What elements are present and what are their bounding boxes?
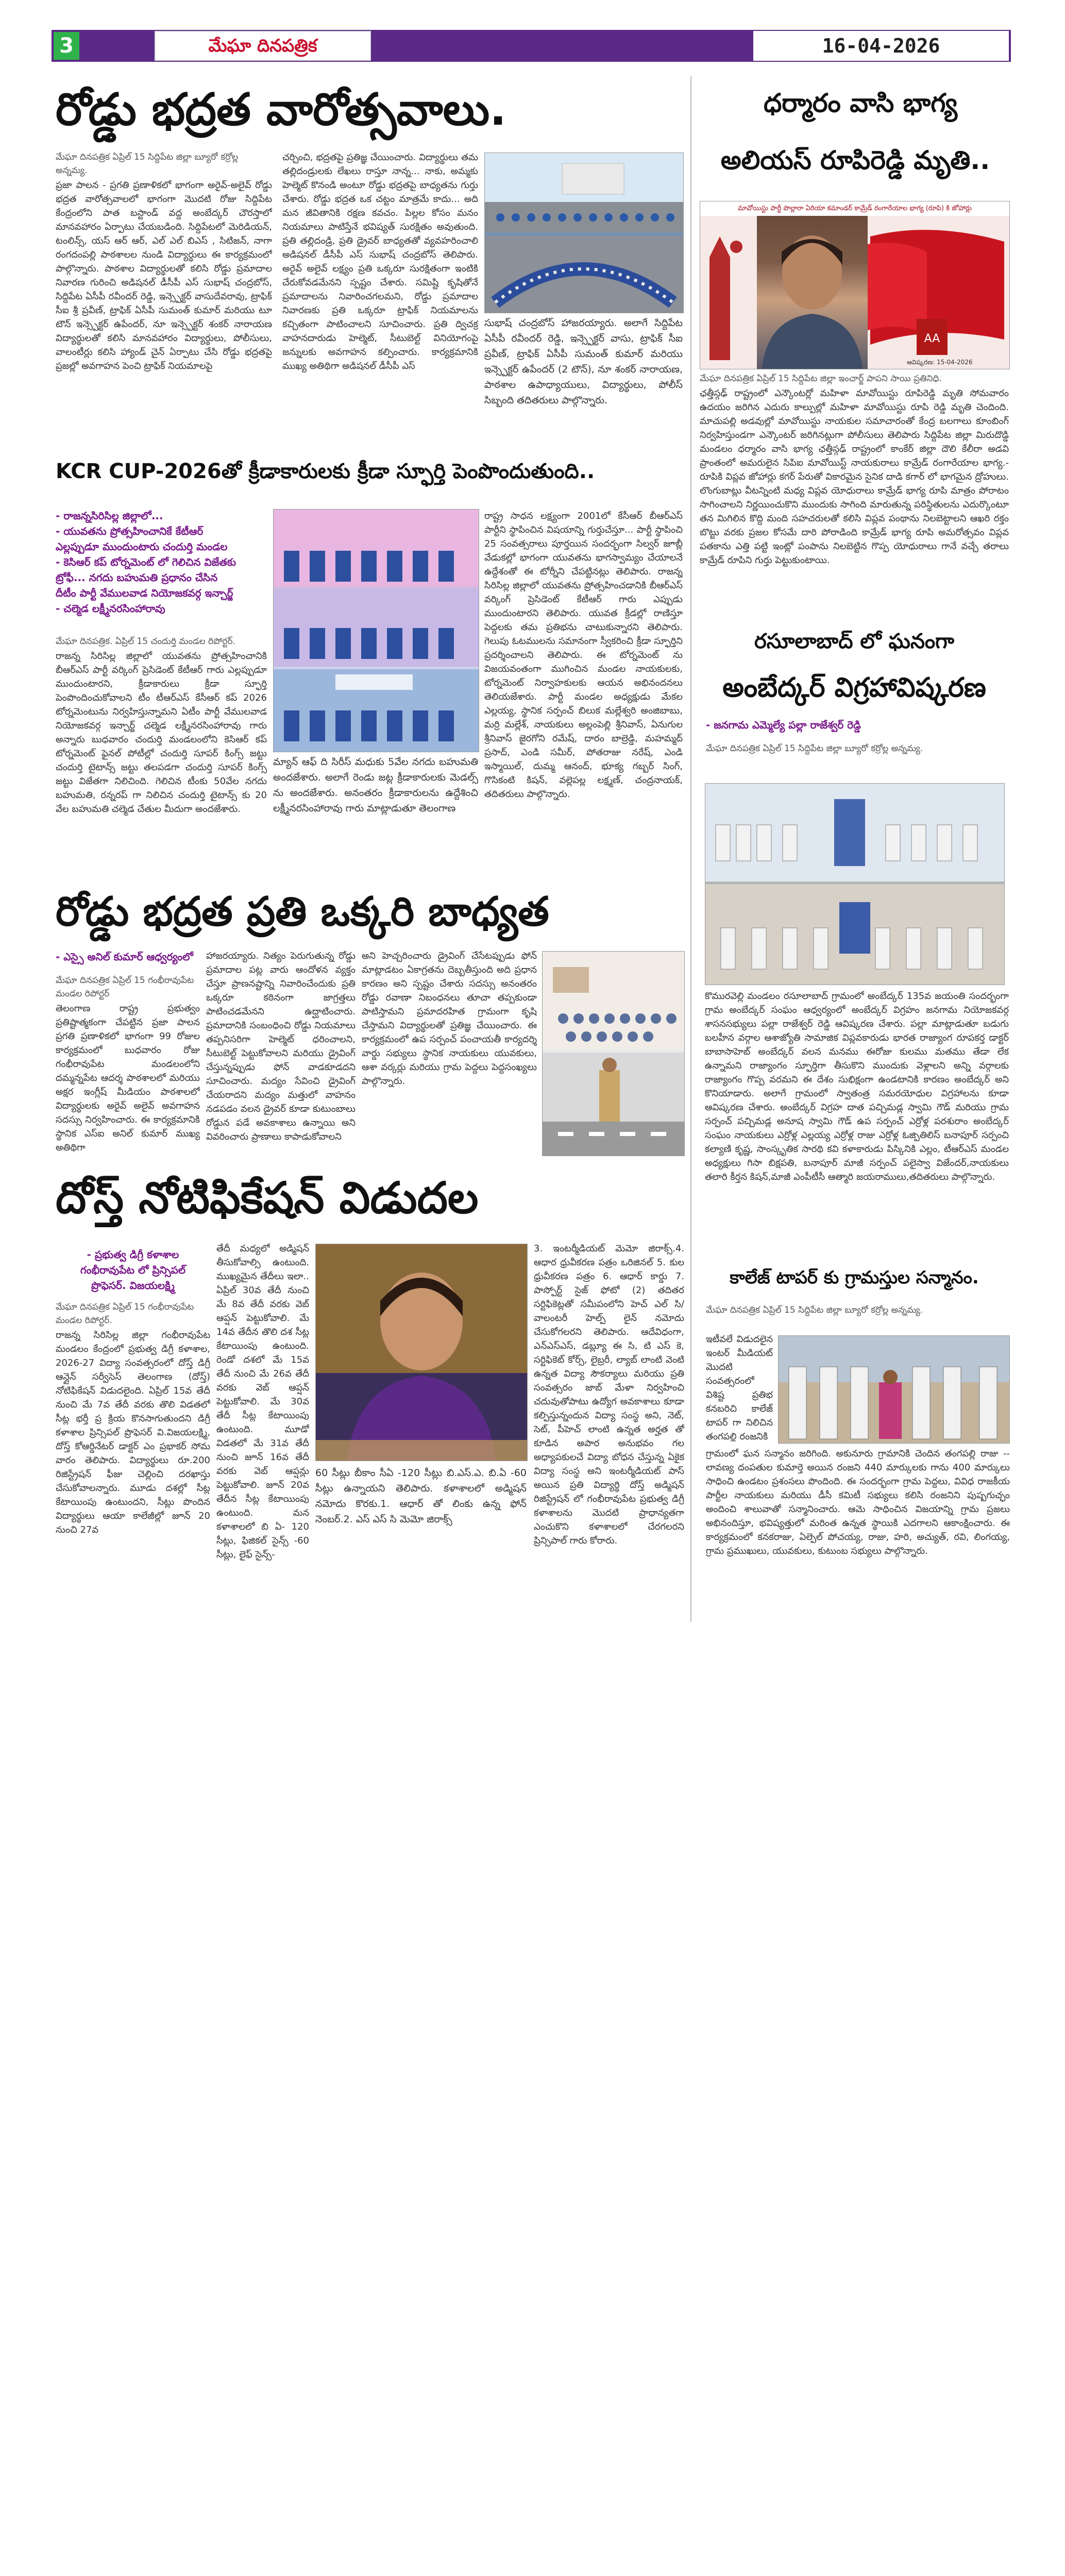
classroom-illustration [543, 952, 684, 1156]
story3-dateline: మేఘా దినపత్రిక. ఏప్రిల్ 15 చందుర్తి మండల రిపోర్టర్. [56, 636, 235, 647]
column-divider [690, 76, 691, 1622]
team-group-illustration [274, 510, 479, 752]
svg-text:AA: AA [924, 332, 940, 345]
story5-column-1: తెలంగాణ రాష్ట్ర ప్రభుత్వం ప్రతిష్టాత్మకంగా చేపట్టిన ప్రజా పాలన ప్రగతి ప్రణాళికలో భాగంగా 99 రోజుల కార్యక్రమంలో బుధవారం రోజు గంభీరావుపేట మండలంలోని దమ్మన్నపేట ఆదర్శ పాఠశాలలో మరియు అక్షర ఇంగ్లీష్ మీడియం పాఠశాలలో విద్యార్థులకు అరైవ్ అలైవ్ అవగాహన సదస్సు నిర్వహించారు. ఈ కార్యక్రమానికి స్థానిక ఎస్ఐ అనిల్ కుమార్ ముఖ్య అతిథిగా [56, 1003, 200, 1153]
story7-side-text: ఇటీవలే విడుదలైన ఇంటర్ మీడియట్ మొదటి సంవత్సరంలో విశిష్ట ప్రతిభ కనబరిచి కాలేజ్ టాపర్ గా నిలిచిన తంగపల్లి రంజనికి [706, 1334, 773, 1442]
story2-headline-line2: అలియస్ రూపిరెడ్డి మృతి.. [720, 145, 990, 175]
story5-column-3: అని హెచ్చరించారు డ్రైవింగ్ చేసేటప్పుడు ఫోన్ మాట్లాడటం ఏకాగ్రతను దెబ్బతీస్తుంది అది ప్రధాన కారణం అని స్పష్టం చేశారు సదస్సు అనంతరం రోడ్డు రవాణా నిబంధనలు తూచా తప్పకుండా పాటిస్తామని ప్రమాదరహిత గ్రామంగా కృషి చేస్తామని విద్యార్థులతో ప్రతిజ్ఞ చేయించారు. ఈ కార్యక్రమంలో ఉప సర్పంచ్ పంచాయతీ కార్యదర్శి వార్డు సభ్యులు స్థానిక నాయకులు యువకులు, ఆశా వర్కర్లు మరియు గ్రామ పెద్దలు పెద్దసంఖ్యలు పాల్గొన్నారు. [362, 951, 537, 1087]
story2-headline-line1: ధర్మారం వాసి భాగ్య [763, 88, 957, 118]
story3-subhead-6: దీటీం పార్టీ వేములవాడ నియోజకవర్గ ఇన్చార్జ్ [56, 587, 233, 599]
story1-column-2: చర్చించి, భద్రతపై ప్రతిజ్ఞ చేయించారు. విద్యార్థులు తమ తల్లిదండ్రులకు లేఖలు రాస్తూ నాన్న... నాకు, అమ్మకు హెల్మెట్ కొనండి అంటూ రోడ్డు భద్రతపై బాధ్యతను గుర్తు చేశారు. రోడ్డు భద్రత ఒక చట్టం మాత్రమే కాదు... అది మన జీవితానికి రక్షణ కవచం. పిల్లల కోసం మనం నియమాలు పాటిస్తేనే భవిష్యత్ సురక్షితం అవుతుంది. ప్రతి తల్లిదండ్రి, ప్రతి డ్రైవర్ బాధ్యతతో వ్యవహరించాలి అడిషనల్ డీసీపీ ఎస్ సుభాష్ చంద్రబోస్ తెలిపారు. అరైవ్ అలైవ్ లక్ష్యం ప్రతి ఒక్కరూ సురక్షితంగా ఇంటికి చేరుకోవడమేనని స్పష్టం చేశారు. సమిష్టి కృషితోనే ప్రమాదాలను నివారించగలమని, రోడ్డు ప్రమాదాల నివారణకు ప్రతి ఒక్కరూ ట్రాఫిక్ నియమాలను కచ్చితంగా పాటించాలని సూచించారు. ప్రతి ద్విచక్ర వాహనదారుడు హెల్మెట్, సీటుబెల్ట్ వినియోగంపై జన్నులకు అవగాహన కల్పించారు. కార్యక్రమానికి ముఖ్య అతిథిగా అడిషనల్ డీసీపీ ఎస్ [282, 152, 478, 371]
photo-date-label: ఆవిష్కరణ: 15-04-2026 [907, 359, 973, 366]
story3-subhead-4: - కెసిఆర్ కప్ టోర్నమెంట్ లో గెలిచిన విజేతకు [56, 556, 236, 568]
story4-byline: - జనగామ ఎమ్మెల్యే పల్లా రాజేశ్వర్ రెడ్డి [706, 719, 861, 731]
story6-column-1: రాజన్న సిరిసిల్ల జిల్లా గంభీరావుపేట మండలం కేంద్రంలో ప్రభుత్వ డిగ్రీ కళాశాల, 2026-27 విద్యా సంవత్సరంలో దోస్త్ డిగ్రీ ఆన్లైన్ సర్వీసెస్ తెలంగాణ (దోస్త్) నోటిఫికేషన్ విడుదలైంది. ఏప్రిల్ 15వ తేదీ నుంచి మే 7వ తేదీ వరకు తొలి విడతలో సీట్ల భర్తీ ప్ర క్రియ కొనసాగుతుందని డిగ్రీ కళాశాల ప్రిన్సిపల్ ప్రొఫెసర్ వి.విజయలక్ష్మి, దోస్త్ కోఆర్డినేటర్ డాక్టర్ ఎం ప్రభాకర్ సోమ వారం తెలిపారు. విద్యార్థులు రూ.200 రిజిస్ట్రేషన్ ఫీజు చెల్లించి దరఖాస్తు చేసుకోవాలన్నారు. మూడు దశల్లో సీట్ల కేటాయింపు ఉంటుందని, సీట్లు పొందిన విద్యార్థులు ఆయా కాలేజీల్లో జూన్ 20 నుంచి 27వ [56, 1330, 210, 1535]
story6-dateline: మేఘా దినపత్రిక ఏప్రిల్ 15 గంభీరావుపేట మండల రిపోర్టర్. [56, 1302, 194, 1326]
story3-subheads [56, 508, 267, 616]
story5-dateline: మేఘా దినపత్రిక ఏప్రిల్ 15 గంభీరావుపేట మండల రిపోర్టర్ [56, 975, 194, 999]
story1-column-1: ప్రజా పాలన - ప్రగతి ప్రణాళికలో భాగంగా అరైవ్-అలైవ్ రోడ్డు భద్రత వారోత్సవాలలో భాగంగా మొదటి రోజు సిద్దిపేట కేంద్రంలోని పాత బస్టాండ్ వద్ద అంబేద్కర్ చౌరస్తాలో మానవహారం ఏర్పాటు చేయబడింది. సిద్దిపేటలో మెరిడియన్, టంలిన్స్, యస్ ఆర్ ఆర్, ఎల్ ఎల్ బిఎస్ , సిటిజన్, నాగా రంగదంపల్లి పాఠశాలల నుండి విద్యార్థులు ఈ కార్యక్రమంలో పాల్గొన్నారు. పాఠశాల విద్యార్థులతో కలిసి రోడ్డు ప్రమాదాల నివారణ గురించి అడిషనల్ డీసీపీ ఎస్ సుభాష్ చంద్రబోస్, సిద్దిపేట ఏసీపీ రవీందర్ రెడ్డి, ఇన్స్పెక్టర్ వాసుదేవరావు, ట్రాఫిక్ సీఐ శ్రీ ప్రవీణ్, ట్రాఫిక్ ఏసీపీ సుమంత్ కుమార్ మరియు టూ టౌన్ ఇన్స్పెక్టర్ ఉపేందర్, నూ ఇన్స్పెక్టర్ శంకర్ నారాయణ విద్యార్థులతో కలిసి మానవహారం విద్యార్థులు, పోలీసులు, వాలంటీర్లు కలిసి హ్యాండ్ చైన్ ఏర్పాటు చేసి రోడ్డు భద్రతపై ప్రజల్లో అవగాహన పెంచి ట్రాఫిక్ నియమాలపై [56, 180, 272, 371]
story6-subheads [56, 1247, 210, 1293]
story3-subhead-5: ట్రోఫీ... నగదు బహుమతి ప్రధానం చేసిన [56, 571, 218, 584]
story7-dateline: మేఘా దినపత్రిక ఏప్రిల్ 15 సిద్దిపేట జిల్లా బ్యూరో కర్రోల్ల అన్నమ్య. [706, 1305, 923, 1315]
story3-subhead-1: - రాజన్నసిరిసిల్ల జిల్లాలో... [56, 510, 163, 522]
story3-column-1: రాజన్న సిరిసిల్ల జిల్లాలో యువతను ప్రోత్సహించానికి బీఆర్ఎస్ పార్టీ వర్కింగ్ ప్రెసిడెంట్ కేటీఆర్ గారు ఎల్లప్పుడూ ముందుంటారని, క్రీడాకారులు క్రీడా స్ఫూర్తి పెంపొందించుకోవాలని టీం టీఆర్ఎస్ కేసీఆర్ కప్ 2026 టోర్నమెంటును నిర్వహిస్తున్నామని ఏటీం పార్టీ వేములవాడ నియోజకవర్గ ఇన్చార్జ్ చల్మెడ లక్ష్మీనరసింహారావు గారు అన్నారు బుధవారం చందుర్తి మండలంలోని కెసిఆర్ కప్ టోర్నమెంట్ ఫైనల్ పోటీల్లో చందుర్తి సూపర్ కింగ్స్ జట్టు చందుర్తి టైటాన్స్ జట్టు తలపడగా చందుర్తి సూపర్ కింగ్స్ జట్టు విజేతగా నిలిచింది. గెలిచిన టీంకు 50వేల నగదు బహుమతి, రన్నరప్ గా నిలిచిన చందుర్తి టైటాన్స్ కు 20 వేల బహుమతి చల్మెడ చేతుల మీదుగా అందజేశారు. [56, 651, 267, 815]
story3-headline: KCR CUP-2026తో క్రీడాకారులకు క్రీడా స్ఫూర్తి పెంపొందుతుంది.. [56, 460, 595, 483]
story6-subhead-2: గంభీరావుపేట లో ప్రిన్సిపల్ [80, 1264, 186, 1276]
statue-crowd-illustration [705, 784, 1004, 985]
story5-column-2: హాజరయ్యారు. నిత్యం పెరుగుతున్న రోడ్డు ప్రమాదాల పట్ల వారు ఆందోళన వ్యక్తం చేస్తూ ప్రాణనష్టాన్ని నివారించేందుకు ప్రతి ఒక్కరూ కఠినంగా జాగ్రత్తలు పాటించడమేనని ఉద్ఘాటించారు. ప్రమాదానికి సంబంధించి రోడ్డు నియమాలు తప్పనిసరిగా హెల్మెట్ ధరించాలని, సీటుబెల్ట్ పెట్టుకోవాలని మరియు డ్రైవింగ్ చేస్తున్నప్పుడు ఫోన్ వాడకూడదని సూచించారు. మద్యం సేవించి డ్రైవింగ్ చేయరాదని మద్యం మత్తులో వాహనం నడపడం వలన డ్రైవర్ కూడా కుటుంబాలు రోడ్డున పడే అవకాశాలు ఉన్నాయి అని వివరించారు ప్రాణాలు కాపాడుకోవాలని [206, 951, 356, 1142]
portrait-photo [757, 216, 868, 369]
story4-headline-line1: రసూలాబాద్ లో ఘనంగా [754, 630, 955, 653]
story3-column-3: రాష్ట్ర సాధన లక్ష్యంగా 2001లో కేసీఆర్ బీఆర్ఎస్ పార్టీని స్థాపించిన విషయాన్ని గుర్తుచేస్తూ... పార్టీ స్థాపించి 25 సంవత్సరాలు పూర్తయిన సందర్భంగా సిల్వర్ జూబ్లీ వేడుకల్లో భాగంగా యువతను భాగస్వామ్యం చేయాలనే ఉద్దేశంతో ఈ టోర్నీని చేపట్టినట్లు తెలిపారు. రాజన్న సిరిసిల్ల జిల్లాలో యువతను ప్రోత్సహించడానికి బీఆర్ఎస్ వర్కింగ్ ప్రెసిడెంట్ కేటీఆర్ గారు ఎప్పుడు ముందుంటారని తెలిపారు. యువత క్రీడల్లో రాణిస్తూ పెద్దలకు తమ ప్రతిభను చాటుకున్నారని తెలిపారు. గెలుపు ఓటములను సమానంగా స్వీకరించి క్రీడా స్ఫూర్తిని ప్రదర్శించాలని తెలిపారు. ఈ టోర్నమెంట్ ను విజయవంతంగా ముగించిన మండల నాయకులకు, టోర్నమెంట్ నిర్వాహకులకు ఆయన అభినందనలు తెలియజేశారు. పార్టీ మండల అధ్యక్షుడు మేకల ఎల్లయ్య, స్థానిక సర్పంచ్ బిలుక మల్లేశ్వరి అంజిబాబు, మర్రి మల్లేశ్, నాయకులు అల్లంపెల్లి శ్రీనివాస్, ఏనుగుల శ్రీనివాస్ జైరగోని రమేష్, దారం బాల్రెడ్డి, మహమ్మద్ ప్రసాద్, ఎండి సమీర్, పోతరాజు నరేష్, ఎండి ఇస్మాయిల్, దుమ్మ ఆనంద్, భూక్య గబ్బర్ సింగ్, గొసికంటి కిషన్, వల్లెపల్ల లక్ష్మణ్, చంద్రనాయక్, తదితరులు పాల్గొన్నారు. [484, 511, 683, 800]
story6-subhead-1: - ప్రభుత్వ డిగ్రీ కళాశాల [87, 1248, 179, 1261]
story3-subhead-2: - యువతను ప్రోత్సహించానికే కేటీఆర్ [56, 525, 204, 537]
road-safety-rally-photo [484, 152, 684, 313]
story2-dateline: మేఘా దినపత్రిక ఏప్రిల్ 15 సిద్దిపేట జిల్లా ఇంచార్జ్ పాపని సాయి ప్రతినిధి. [700, 374, 942, 384]
story3-photo-caption: మ్యాన్ ఆఫ్ ది సిరీస్ మధుకు 5వేల నగదు బహుమతి అందజేశారు. అలాగే రెండు జట్ల క్రీడాకారులకు మెడల్స్ ను అందజేశారు. అనంతరం క్రీడాకారులను ఉద్దేశించి లక్ష్మీనరసింహారావు గారు మాట్లాడుతూ తెలంగాణ [273, 756, 478, 814]
story6-column-2: తేదీ మధ్యలో అడ్మిషన్ తీసుకోవాల్సి ఉంటుంది. ముఖ్యమైన తేదీలు ఇలా.. ఏప్రిల్ 30వ తేదీ నుంచి మే 8వ తేదీ వరకు వెబ్ ఆప్షన్ పెట్టుకోవాలి. మే 14వ తేదీన తొలి దశ సీట్ల కేటాయింపు ఉంటుంది. రెండో దశలో మే 15వ తేదీ నుంచి మే 26వ తేదీ వరకు వెబ్ ఆప్షన్ పెట్టుకోవాలి. మే 30వ తేదీ సీట్ల కేటాయింపు ఉంటుంది. మూడో విడతలో మే 31వ తేదీ నుంచి జూన్ 16వ తేదీ వరకు వెబ్ ఆప్షన్లు పెట్టుకోవాలి. జూన్ 20వ తేదీన సీట్ల కేటాయింపు ఉంటుంది. మన కళాశాలలో బి ఏ- 120 సీట్లు, ఫిజికల్ సైన్స్ -60 సీట్లు, లైఫ్ సైన్స్- [216, 1243, 309, 1560]
story6-column-3: 3. ఇంటర్మీడియట్ మెమో జిరాక్స్.4. ఆధార ధ్రువీకరణ పత్రం ఒరిజినల్ 5. కుల ధ్రువీకరణ పత్రం 6. ఆధార్ కార్డు 7. పాస్పోర్ట్ సైజ్ ఫోటో (2) తదితర సర్టిఫికెట్లతో సమీపంలోని హెచ్ ఎల్ సి/ వాలంటరీ హెల్ప్ లైన్ నమోదు చేసుకోగలరని తెలిపారు. ఆదేవిధంగా, ఎన్ఎస్ఎస్, డబ్ల్యూ ఈ సి, టి ఎస్ కె, సర్టిఫికెట్ కోర్స్, లైబ్రరీ, ల్యాబ్ లాంటి వెంటి ఉన్నత విద్యా సౌకర్యాలు మరియు ప్రతి సంవత్సరం జాబ్ మేళా నిర్వహించి చదువుతోపాటు ఉద్యోగ అవకాశాలు కూడా కల్పిస్తున్నందున విద్యా సంస్థ అని, నెట్, సెట్, పీహెచ్ లాంటి ఉన్నత అర్హత తో కూడిన అపార అనుభవం గల అధ్యాపకులచే విద్యా బోధన చేస్తున్న ఏకైక విద్యా సంస్థ అని ఇంటర్మీడియట్ పాస్ అయిన ప్రతి విద్యార్థి దోస్త్ అడ్మిషన్ రిజిస్ట్రేషన్ లో గంభీరావుపేట ప్రభుత్వ డిగ్రీ కళాశాలను మొదటి ప్రాధాన్యతగా ఎంచుకొని కళాశాలలో చేరగలరని ప్రిన్సిపాల్ గారు కోరారు. [534, 1243, 684, 1546]
masthead-logo: మేఘా దినపత్రిక [155, 31, 371, 61]
ambedkar-statue-event-photo [705, 783, 1005, 985]
story6-subhead-3: ప్రొఫెసర్. విజయలక్ష్మి [91, 1279, 175, 1292]
page-number: 3 [54, 32, 79, 60]
story2-body: ఛత్తీస్గఢ్ రాష్ట్రంలో ఎన్కౌంటర్లో మహిళా మావోయిస్టు రూపిరెడ్డి మృతి సోమవారం ఉదయం జరిగిన ఎదురు కాల్పుల్లో మహిళా మావోయిస్టు రూపి రెడ్డి మృతి చెందింది. మాచుపల్లి అడవుల్లో మావోయిస్టు నాయకుల సమాచారంతో కేంద్ర బలగాలు కూంబింగ్ నిర్వహిస్తుండగా ఎన్కౌంటర్ జరిగినట్లుగా పోలీసులు తెలిపారు సిద్దిపేట జిల్లా మిరుదొడ్డి మండలం ధర్మారం వాసి భాగ్య ఛత్తీస్గఢ్ రాష్ట్రంలో కాంకేర్ జిల్లా దౌలి కేలీరా అడవి ప్రాంతంలో అమరులైన సిపిఐ మావోయిస్ట్ నాయకురాలు కామ్రేడ్ రంగారేయాల భాగ్య.-రూపికి విప్లవ జోహార్లు కగర్ పేరుతో వికారమైన సైనిక దాడి కగార్ లో భాగమైన ద్రోహులు. లొంగుబాట్లు వీటన్నింటి మధ్య విప్లవ యోధురాలు కామ్రేడ్ భాగ్య రూపి మాత్రం పోరాటం సాగించాలని నిర్ణయించుకొని ముందుకు సాగింది మారుతున్న పరిస్థితులను ఎదుర్కొంటూ తన మిగిలిన కొద్ది మంది సహచరులతో కలిసి విప్లవ పంథాను నిలబెట్టాలని ఆఖరి రక్తం బొట్టు వరకు ప్రజల కోసమే దారి పోరాడింది కామ్రేడ్ భాగ్య రూపి అమరోత్సవం విప్లవ పతకాను ఎత్తి పట్టి ఇంట్లో పంపాను నిలబెట్టిన గొప్ప యోధురాలు గానే వచ్చే తరాలు కామ్రేడ్ రూపిని గుర్తు పెట్టుకుంటాయి. [700, 388, 1009, 566]
story6-photo-caption: 60 సీట్లు బీకాం సీఏ -120 సీట్లు బి.ఎస్.ఎ. బి.ఏ -60 సీట్లు ఉన్నాయని తెలిపారు. కళాశాలలో అడ్మిషన్ నమోదు కొరకు.1. ఆధార్ తో లింకు ఉన్న ఫోన్ నెంబర్.2. ఎస్ ఎస్ సి మెమో జిరాక్స్ [315, 1467, 527, 1525]
issue-date: 16-04-2026 [753, 31, 1009, 61]
principal-illustration [316, 1244, 527, 1461]
story4-dateline: మేఘా దినపత్రిక ఏప్రిల్ 15 సిద్దిపేట జిల్లా బ్యూరో కర్రోల్ల అన్నమ్య. [706, 743, 923, 754]
story5-headline: రోడ్డు భద్రత ప్రతి ఒక్కరి బాధ్యత [56, 889, 549, 935]
human-chain-illustration [485, 153, 683, 313]
story4-headline-line2: అంబేద్కర్ విగ్రహావిష్కరణ [722, 672, 986, 703]
story7-headline: కాలేజ్ టాపర్ కు గ్రామస్తుల సన్మానం. [730, 1267, 979, 1288]
story5-byline: - ఎస్సై అనిల్ కుమార్ ఆధ్వర్యంలో [56, 951, 193, 963]
maoist-tribute-photo [700, 201, 1010, 369]
principal-portrait-photo [315, 1244, 528, 1461]
print-registration-strip [0, 1618, 1065, 1638]
school-awareness-photo [542, 951, 685, 1156]
story1-dateline: మేఘా దినపత్రిక ఏప్రిల్ 15 సిద్దిపేట జిల్లా బ్యూరో కర్రోల్ల అన్నమ్య. [56, 152, 239, 176]
story6-headline: దోస్త్ నోటిఫికేషన్ విడుదల [56, 1173, 479, 1223]
felicitation-illustration [779, 1336, 1009, 1443]
story4-body: కొమురవెల్లి మండలం రసూలాబాద్ గ్రామంలో అంబేద్కర్ 135వ జయంతి సందర్భంగా గ్రామ అంబేద్కర్ సంఘం ఆధ్వర్యంలో అంబేద్కర్ విగ్రహం జనగామ నియోజకవర్గ శాసనసభ్యులు పల్లా రాజేశ్వర్ రెడ్డి ఆవిష్కరణ చేశారు. పల్లా మాట్లాడుతూ బడుగు బలహీన వర్గాల ఆశాజ్యోతి సామాజిక విప్లవకారుడు భారత రాజ్యాంగ రూపకర్త డాక్టర్ బాబాసాహెబ్ అంబేద్కర్ వలన మనము ఈరోజు కులము మతము తేడా లేక ఉన్నామని రాజ్యాంగం స్ఫూర్తిగా తీసుకొని ముందుకు వెళ్లాలని అన్ని వర్గాలకు రాజ్యాంగం గొప్ప వరమని ఈ దేశం సుభిక్షంగా ఉండటానికి కారణం అంబేద్కర్ అని కొనియాడారు. అలాగే గ్రామంలో స్వాతంత్ర సమరయోధుల విగ్రహాలను కూడా ఆవిష్కరణ చేశారు. అంబేద్కర్ విగ్రహ దాత పచ్చిమడ్ల స్వామి గౌడ్ మరియు గ్రామ సర్పంచ్ పచ్చిమడ్ల అనూష స్వామి గౌడ్ ఉప సర్పంచ్ ఎర్రోళ్ల పరశురాం అంబేద్కర్ సంఘం నాయకులు ఎర్రోళ్ల ఎల్లయ్య ఎర్రోళ్ల రాజు ఎర్రోళ్ల ఓజ్పితిలిస్ బనాపూర్ సర్పంచి కల్యాణి కృష్ణ, సాంస్కృతిక సారథి కవి కళాకారుడు పిస్కినికి ఎల్లం, టీఆర్ఎస్ మండల అధ్యక్షులు గిసా బిక్షపతి, బనాపూర్ మాజీ సర్పంచ్ పలైస్వా విజేందర్,నాయకులు తలారి కీర్తన కిషన్,మాజీ ఎంపీటీసీ ఆత్మారి జయరాములు,తదితరులు పాల్గొన్నారు. [705, 991, 1009, 1182]
felicitation-photo [778, 1335, 1010, 1444]
story1-headline: రోడ్డు భద్రత వారోత్సవాలు. [56, 84, 506, 135]
portrait-silhouette [757, 216, 868, 369]
story3-subhead-3: ఎల్లప్పుడూ ముందుంటారు చందుర్తి మండల [56, 540, 228, 553]
tribute-banner-text: మావోయిస్టు పార్టీ పొల్లారా ఏరియా కమాండర్ కామ్రేడ్ రంగారేయాల భాగ్య (రూపి) కి జోహార్లు [700, 201, 1009, 216]
cricket-team-photo-collage [273, 509, 479, 752]
story7-body: గ్రామంలో ఘన సన్మానం జరిగింది. అకునూరు గ్రామానికి చెందిన తంగపల్లి రాజు -- లావణ్య దంపతుల కుమార్తె అయిన రంజని 440 మార్కులకు గాను 400 మార్కులు సాధించి ఉండటం ప్రశంసలు పొందింది. ఈ సందర్భంగా గ్రామ పెద్దలు, వివిధ రాజకీయ పార్టీల నాయకులు మరియు డీసీ కమిటీ సభ్యులు కలిసి రంజనిని పుష్పగుచ్ఛం అందించి శాలువాతో సన్మానించారు. ఆమె సాధించిన విజయాన్ని గ్రామ ప్రజలు అభినందిస్తూ, భవిష్యత్తులో మరింత ఉన్నత స్థాయికి ఎదగాలని ఆకాంక్షించారు. ఈ కార్యక్రమంలో కనకరాజు, ఏల్పెల్ పోచయ్య, రాజు, హరి, అచ్యుత్, రవి, లింగయ్య, గ్రామ ప్రముఖులు, యువకులు, కుటుంబ సభ్యులు పాల్గొన్నారు. [706, 1448, 1010, 1556]
story1-photo-caption: సుభాష్ చంద్రబోస్ హాజరయ్యారు. అలాగే సిద్దిపేట ఏసీపీ రవీందర్ రెడ్డి, ఇన్స్పెక్టర్ వాసు, ట్రాఫిక్ సీఐ ప్రవీణ్, ట్రాఫిక్ ఏసీపీ సుమంత్ కుమార్ మరియు ఇన్స్పెక్టర్ ఉపేందర్ (2 టౌన్), నూ శంకర్ నారాయణ, పాఠశాల ఉపాధ్యాయులు, విద్యార్థులు, పోలీస్ సిబ్బంది తదితరులు పాల్గొన్నారు. [484, 317, 683, 406]
story3-subhead-7: - చల్మెడ లక్ష్మీనరసింహారావు [56, 602, 165, 615]
